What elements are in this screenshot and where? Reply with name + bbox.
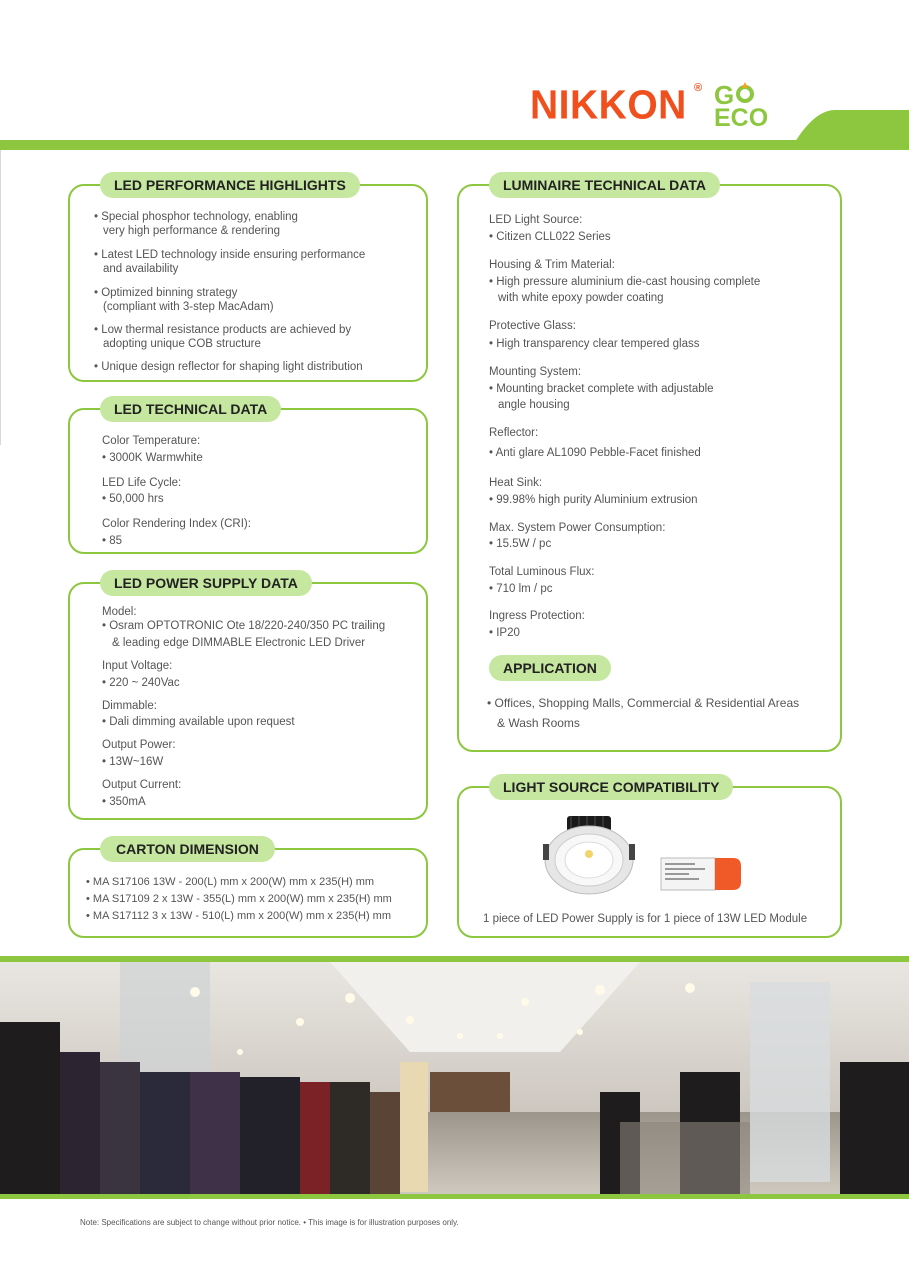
carton-title: CARTON DIMENSION: [100, 836, 275, 862]
luminaire-title: LUMINAIRE TECHNICAL DATA: [489, 172, 720, 198]
power-value: • 350mA: [102, 796, 146, 808]
performance-item: and availability: [103, 263, 179, 275]
luminaire-label: Reflector:: [489, 427, 539, 439]
footer-note: Note: Specifications are subject to change without prior notice. • This image is for illustration purposes only.: [80, 1218, 459, 1227]
power-value: • 220 ~ 240Vac: [102, 677, 180, 689]
luminaire-label: Mounting System:: [489, 366, 582, 378]
carton-panel: [68, 841, 428, 938]
power-label: Output Current:: [102, 779, 182, 791]
performance-item: very high performance & rendering: [103, 225, 281, 237]
luminaire-label: Ingress Protection:: [489, 610, 585, 622]
luminaire-value: • Mounting bracket complete with adjustable: [489, 383, 714, 395]
led-tech-label: Color Temperature:: [102, 435, 201, 447]
brand-name: NIKKON: [530, 82, 687, 129]
luminaire-label: Max. System Power Consumption:: [489, 522, 666, 534]
performance-item: (compliant with 3-step MacAdam): [103, 301, 274, 313]
downlight-image-icon: [541, 814, 637, 898]
svg-text:G: G: [714, 80, 735, 110]
compatibility-panel: [457, 779, 842, 938]
luminaire-value: • 15.5W / pc: [489, 538, 552, 550]
led-tech-value: • 50,000 hrs: [102, 493, 164, 505]
power-value: & leading edge DIMMABLE Electronic LED Driver: [112, 637, 366, 649]
luminaire-label: Heat Sink:: [489, 477, 543, 489]
performance-title: LED PERFORMANCE HIGHLIGHTS: [100, 172, 360, 198]
left-margin-line: [0, 150, 1, 445]
led-tech-value: • 85: [102, 535, 123, 547]
photo-bottom-bar: [0, 1194, 909, 1199]
led-technical-title: LED TECHNICAL DATA: [100, 396, 281, 422]
power-label: Output Power:: [102, 739, 176, 751]
performance-item: • Unique design reflector for shaping light distribution: [94, 361, 363, 373]
performance-item: • Optimized binning strategy: [94, 287, 238, 299]
power-label: Model:: [102, 606, 137, 618]
luminaire-label: Protective Glass:: [489, 320, 576, 332]
performance-panel: [68, 177, 428, 382]
power-label: Dimmable:: [102, 700, 157, 712]
nikkon-logo: [530, 78, 790, 130]
luminaire-value: • High transparency clear tempered glass: [489, 338, 700, 350]
application-item: & Wash Rooms: [497, 716, 580, 730]
power-value: • Dali dimming available upon request: [102, 716, 295, 728]
go-eco-logo-icon: [714, 78, 776, 130]
compatibility-title: LIGHT SOURCE COMPATIBILITY: [489, 774, 733, 800]
led-driver-image-icon: [659, 854, 743, 894]
luminaire-value: with white epoxy powder coating: [498, 292, 664, 304]
carton-item: • MA S17112 3 x 13W - 510(L) mm x 200(W) mm x 235(H) mm: [86, 910, 391, 922]
performance-item: • Low thermal resistance products are achieved by: [94, 324, 352, 336]
performance-item: adopting unique COB structure: [103, 338, 261, 350]
performance-item: • Latest LED technology inside ensuring performance: [94, 249, 366, 261]
power-supply-panel: [68, 575, 428, 820]
luminaire-label: Housing & Trim Material:: [489, 259, 615, 271]
luminaire-value: angle housing: [498, 399, 570, 411]
compatibility-caption: 1 piece of LED Power Supply is for 1 piece of 13W LED Module: [483, 913, 808, 925]
luminaire-value: • IP20: [489, 627, 520, 639]
power-supply-title: LED POWER SUPPLY DATA: [100, 570, 312, 596]
power-value: • 13W~16W: [102, 756, 164, 768]
registered-mark: ®: [694, 82, 703, 94]
store-interior-photo: [0, 962, 909, 1194]
led-tech-label: Color Rendering Index (CRI):: [102, 518, 251, 530]
carton-item: • MA S17106 13W - 200(L) mm x 200(W) mm x 235(H) mm: [86, 876, 375, 888]
luminaire-value: • 99.98% high purity Aluminium extrusion: [489, 494, 698, 506]
carton-item: • MA S17109 2 x 13W - 355(L) mm x 200(W) mm x 235(H) mm: [86, 893, 392, 905]
power-label: Input Voltage:: [102, 660, 173, 672]
power-value: • Osram OPTOTRONIC Ote 18/220-240/350 PC trailing: [102, 620, 386, 632]
application-title: APPLICATION: [489, 655, 611, 681]
header-green-bar: [0, 140, 909, 150]
luminaire-label: LED Light Source:: [489, 214, 583, 226]
luminaire-value: • High pressure aluminium die-cast housing complete: [489, 276, 761, 288]
svg-text:ECO: ECO: [714, 104, 769, 130]
luminaire-value: • Anti glare AL1090 Pebble-Facet finished: [489, 447, 701, 459]
application-item: • Offices, Shopping Malls, Commercial & Residential Areas: [487, 696, 800, 710]
luminaire-label: Total Luminous Flux:: [489, 566, 595, 578]
luminaire-value: • 710 lm / pc: [489, 583, 553, 595]
performance-item: • Special phosphor technology, enabling: [94, 211, 298, 223]
luminaire-panel: [457, 177, 842, 752]
led-tech-value: • 3000K Warmwhite: [102, 452, 203, 464]
led-tech-label: LED Life Cycle:: [102, 477, 182, 489]
luminaire-value: • Citizen CLL022 Series: [489, 231, 611, 243]
led-technical-panel: [68, 401, 428, 554]
